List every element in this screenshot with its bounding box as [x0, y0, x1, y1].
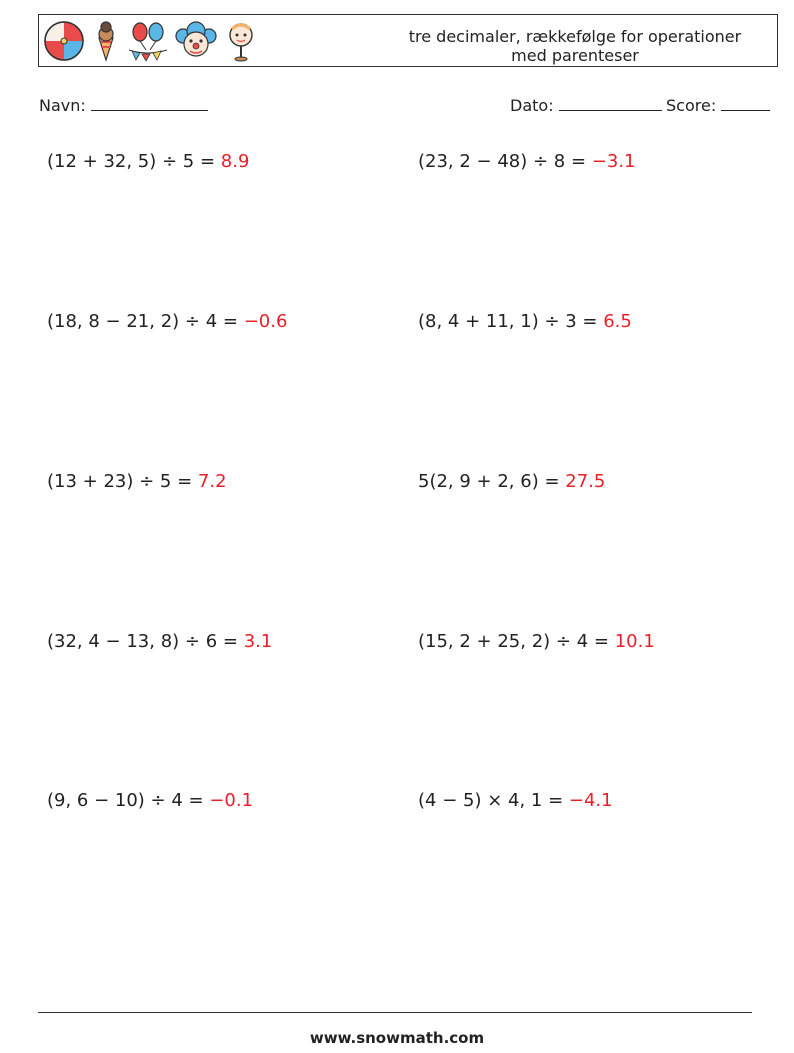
problem-expression: (15, 2 + 25, 2) ÷ 4 =: [418, 631, 615, 652]
footer-url[interactable]: www.snowmath.com: [309, 1029, 485, 1047]
name-blank-line: [91, 93, 208, 111]
date-field: [510, 93, 662, 115]
problem-answer: −3.1: [591, 151, 636, 172]
clown-face-icon: [175, 20, 217, 62]
problem-answer: −0.1: [209, 790, 254, 811]
problem-item: [47, 151, 249, 172]
beach-ball-icon: [43, 20, 85, 62]
problem-answer: −0.6: [243, 311, 288, 332]
date-label: Dato:: [510, 96, 554, 115]
score-field: [666, 93, 770, 115]
problem-expression: (18, 8 − 21, 2) ÷ 4 =: [47, 311, 244, 332]
score-label: Score:: [666, 96, 717, 115]
problem-item: [418, 471, 605, 492]
problem-item: [47, 790, 253, 811]
problem-answer: 3.1: [243, 631, 273, 652]
problem-expression: (8, 4 + 11, 1) ÷ 3 =: [418, 311, 604, 332]
problem-item: [47, 471, 227, 492]
problem-answer: 27.5: [565, 471, 606, 492]
problem-item: [418, 790, 613, 811]
header-icons: [43, 20, 259, 62]
problem-item: [418, 151, 636, 172]
score-blank-line: [721, 93, 770, 111]
worksheet-title: tre decimaler, rækkefølge for operationer med parenteser: [408, 27, 742, 65]
problem-answer: 10.1: [614, 631, 655, 652]
ice-cream-icon: [91, 20, 121, 62]
problem-expression: (4 − 5) × 4, 1 =: [418, 790, 569, 811]
name-label: Navn:: [39, 96, 86, 115]
problem-item: [418, 631, 655, 652]
balloons-bunting-icon: [127, 20, 169, 62]
problem-answer: 6.5: [603, 311, 632, 332]
problem-expression: (23, 2 − 48) ÷ 8 =: [418, 151, 592, 172]
problem-item: [47, 631, 272, 652]
problem-expression: (13 + 23) ÷ 5 =: [47, 471, 198, 492]
date-blank-line: [559, 93, 662, 111]
problem-item: [418, 311, 632, 332]
problem-expression: (12 + 32, 5) ÷ 5 =: [47, 151, 221, 172]
problem-expression: (32, 4 − 13, 8) ÷ 6 =: [47, 631, 244, 652]
problem-answer: −4.1: [568, 790, 613, 811]
worksheet-header: [38, 14, 778, 67]
footer-divider: [38, 1012, 752, 1013]
hand-mirror-icon: [223, 20, 259, 62]
problem-expression: (9, 6 − 10) ÷ 4 =: [47, 790, 210, 811]
problem-answer: 8.9: [220, 151, 250, 172]
problem-expression: 5(2, 9 + 2, 6) =: [418, 471, 566, 492]
name-field: [39, 93, 208, 115]
problem-answer: 7.2: [197, 471, 227, 492]
problem-item: [47, 311, 287, 332]
